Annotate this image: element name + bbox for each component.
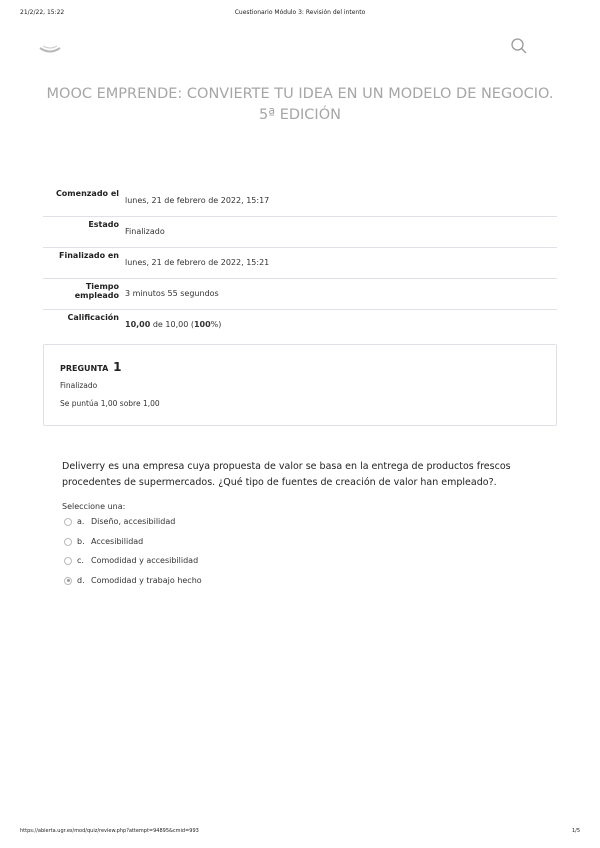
radio-button[interactable]: [64, 557, 72, 565]
answer-text: Diseño, accesibilidad: [91, 517, 176, 526]
grade-of: de 10,00 (: [150, 320, 194, 329]
question-state: Finalizado: [60, 381, 98, 390]
radio-button-selected[interactable]: [64, 577, 72, 585]
search-icon[interactable]: [510, 37, 528, 55]
answer-text: Comodidad y accesibilidad: [91, 556, 199, 565]
grade-score: 10,00: [125, 320, 151, 329]
answer-text: Comodidad y trabajo hecho: [91, 575, 202, 585]
answer-letter: a.: [77, 517, 85, 526]
question-label: PREGUNTA: [60, 364, 109, 373]
summary-row-time: [43, 279, 557, 310]
grade-close: %): [210, 320, 222, 329]
summary-value: Finalizado: [125, 227, 165, 236]
summary-value: lunes, 21 de febrero de 2022, 15:17: [125, 196, 270, 205]
summary-row-started: [43, 186, 557, 217]
summary-grade-value: [125, 320, 221, 329]
summary-value: lunes, 21 de febrero de 2022, 15:21: [125, 258, 270, 267]
summary-label: Estado: [88, 220, 119, 229]
summary-label: Comenzado el: [55, 189, 119, 198]
print-page-number: 1/5: [571, 828, 580, 834]
answer-letter: c.: [77, 556, 84, 565]
question-number: [60, 360, 121, 374]
answer-text: Accesibilidad: [91, 536, 144, 546]
answer-letter: b.: [77, 536, 85, 546]
print-url: https://abierta.ugr.es/mod/quiz/review.php?attempt=94895&cmid=993: [20, 828, 199, 834]
attempt-summary: [43, 186, 557, 340]
radio-button[interactable]: [64, 538, 72, 546]
summary-value: 3 minutos 55 segundos: [125, 289, 219, 298]
question-text: Deliverry es una empresa cuya propuesta de valor se basa en la entrega de productos frescos procedentes de supermercados. ¿Qué tipo de fuentes de creación de valor han empleado?.: [62, 461, 511, 488]
summary-label: Finalizado en: [59, 251, 119, 260]
site-logo-icon[interactable]: [38, 38, 62, 56]
question-number-value: 1: [113, 360, 122, 374]
summary-row-grade: [43, 310, 557, 340]
course-title: MOOC EMPRENDE: CONVIERTE TU IDEA EN UN MODELO DE NEGOCIO. 5ª EDICIÓN: [46, 86, 554, 123]
summary-row-finished: [43, 248, 557, 279]
question-grade: Se puntúa 1,00 sobre 1,00: [60, 399, 160, 408]
answer-letter: d.: [77, 575, 85, 585]
print-datetime: 21/2/22, 15:22: [20, 9, 65, 16]
print-title: Cuestionario Módulo 3: Revisión del intento: [234, 9, 366, 16]
grade-percent: 100: [193, 320, 211, 329]
question-info-box: [43, 344, 557, 426]
print-header: [20, 9, 580, 21]
answer-prompt: Seleccione una:: [62, 502, 126, 511]
summary-label: Calificación: [67, 313, 119, 322]
summary-label: Tiempo empleado: [74, 282, 119, 300]
radio-button[interactable]: [64, 518, 72, 526]
summary-row-state: [43, 217, 557, 248]
print-footer: [20, 828, 580, 838]
